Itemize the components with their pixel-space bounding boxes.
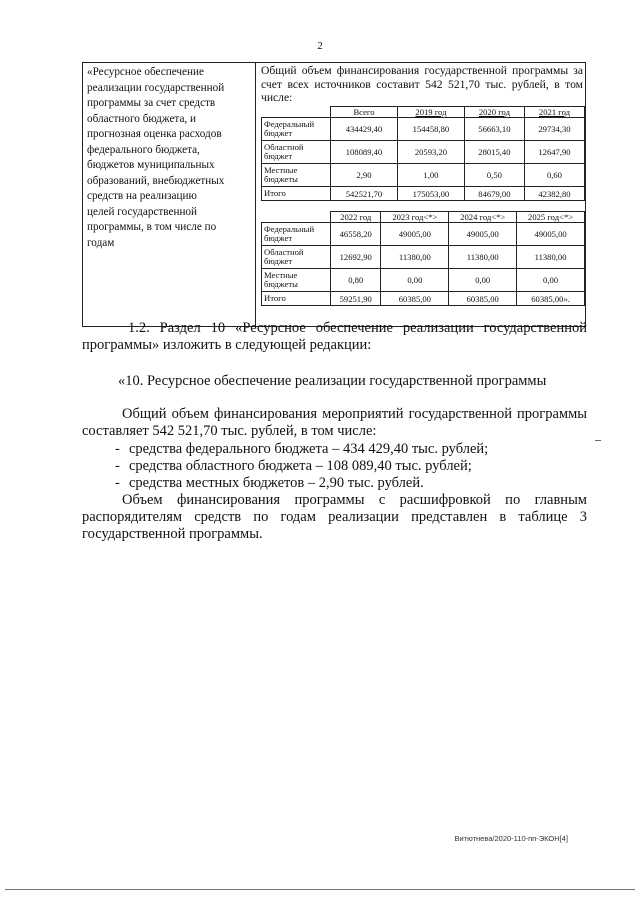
scan-edge-line [5,889,635,890]
row-label: Федеральный бюджет [262,223,331,246]
header-cell: 2023 год<*> [381,212,449,223]
table-cell: 60385,00 [449,292,517,306]
table-cell: 60385,00». [517,292,585,306]
table-header-row [262,212,585,223]
list-item [115,475,585,492]
header-cell: 2020 год [464,107,524,118]
table-cell: 20593,20 [397,141,464,164]
table-cell: 0,00 [449,269,517,292]
table-cell: 0,00 [517,269,585,292]
table-cell: 1,00 [397,164,464,187]
table-cell: 46558,20 [331,223,381,246]
table-cell: 108089,40 [331,141,398,164]
scan-mark [595,440,601,441]
table-left-cell-text: «Ресурсное обеспечение реализации государственной программы за счет средств областного бюджета, и прогнозная оценка расходов федерального бюджета, бюджетов муниципальных образований, внебюджетных средств на реализацию целей государственной программы, в том числе по годам [87,66,225,249]
table-row [262,164,585,187]
table-cell: 154458,80 [397,118,464,141]
table-cell: 11380,00 [381,246,449,269]
table-header-row [262,107,585,118]
column-divider [255,63,256,326]
financing-table-2022-2025 [261,211,585,306]
table-cell: 59251,90 [331,292,381,306]
table-cell: 49005,00 [449,223,517,246]
table-cell: 12692,90 [331,246,381,269]
row-label: Областной бюджет [262,246,331,269]
paragraph-general-financing: Общий объем финансирования мероприятий государственной программы составляет 542 521,70 тыс. рублей, в том числе: [82,406,587,439]
table-cell: 49005,00 [517,223,585,246]
header-cell: 2022 год [331,212,381,223]
table-cell: 42382,80 [524,187,584,201]
funding-sources-list [115,441,585,491]
blank-header-cell [262,107,331,118]
section-10-heading: «10. Ресурсное обеспечение реализации государственной программы [118,373,547,389]
blank-header-cell [262,212,331,223]
table-cell: 11380,00 [517,246,585,269]
row-label: Итого [262,292,331,306]
header-cell: 2025 год<*> [517,212,585,223]
table-cell: 12647,90 [524,141,584,164]
table-cell: 29734,30 [524,118,584,141]
table-row [262,223,585,246]
list-item-text: средства местных бюджетов – 2,90 тыс. рублей. [129,474,424,491]
table-cell: 84679,00 [464,187,524,201]
table-right-intro-text: Общий объем финансирования государственной программы за счет всех источников составит 542 521,70 тыс. рублей, в том числе: [261,64,583,104]
table-cell: 434429,40 [331,118,398,141]
header-cell: 2021 год [524,107,584,118]
header-cell: 2024 год<*> [449,212,517,223]
table-cell: 56663,10 [464,118,524,141]
row-label: Федеральный бюджет [262,118,331,141]
bullet-dash: - [115,441,120,457]
bullet-dash: - [115,457,120,474]
table-cell: 60385,00 [381,292,449,306]
list-item-text: средства областного бюджета – 108 089,40 тыс. рублей; [129,457,472,474]
table-total-row [262,187,585,201]
table-row [262,141,585,164]
table-cell: 542521,70 [331,187,398,201]
document-footer-code: Витютнева/2020-110-пп-ЭКОН[4] [454,834,568,843]
paragraph-table-3-reference: Объем финансирования программы с расшифровкой по главным распорядителям средств по годам реализации представлен в таблице 3 государственной программы. [82,492,587,542]
row-label: Местные бюджеты [262,269,331,292]
table-cell: 28015,40 [464,141,524,164]
list-item [115,441,585,458]
table-total-row [262,292,585,306]
table-cell: 0,60 [524,164,584,187]
page-number: 2 [317,40,323,52]
row-label: Итого [262,187,331,201]
row-label: Областной бюджет [262,141,331,164]
table-row [262,269,585,292]
header-cell: Всего [331,107,398,118]
bullet-dash: - [115,474,120,491]
row-label: Местные бюджеты [262,164,331,187]
list-item [115,458,585,475]
table-cell: 0,50 [464,164,524,187]
paragraph-1-2: 1.2. Раздел 10 «Ресурсное обеспечение реализации государственной программы» изложить в следующей редакции: [82,320,587,353]
header-cell: 2019 год [397,107,464,118]
table-row [262,118,585,141]
table-cell: 49005,00 [381,223,449,246]
table-cell: 0,80 [331,269,381,292]
table-cell: 2,90 [331,164,398,187]
financing-table-2019-2021 [261,106,585,201]
table-cell: 0,00 [381,269,449,292]
table-cell: 11380,00 [449,246,517,269]
list-item-text: средства федерального бюджета – 434 429,40 тыс. рублей; [129,441,489,457]
table-cell: 175053,00 [397,187,464,201]
table-row [262,246,585,269]
